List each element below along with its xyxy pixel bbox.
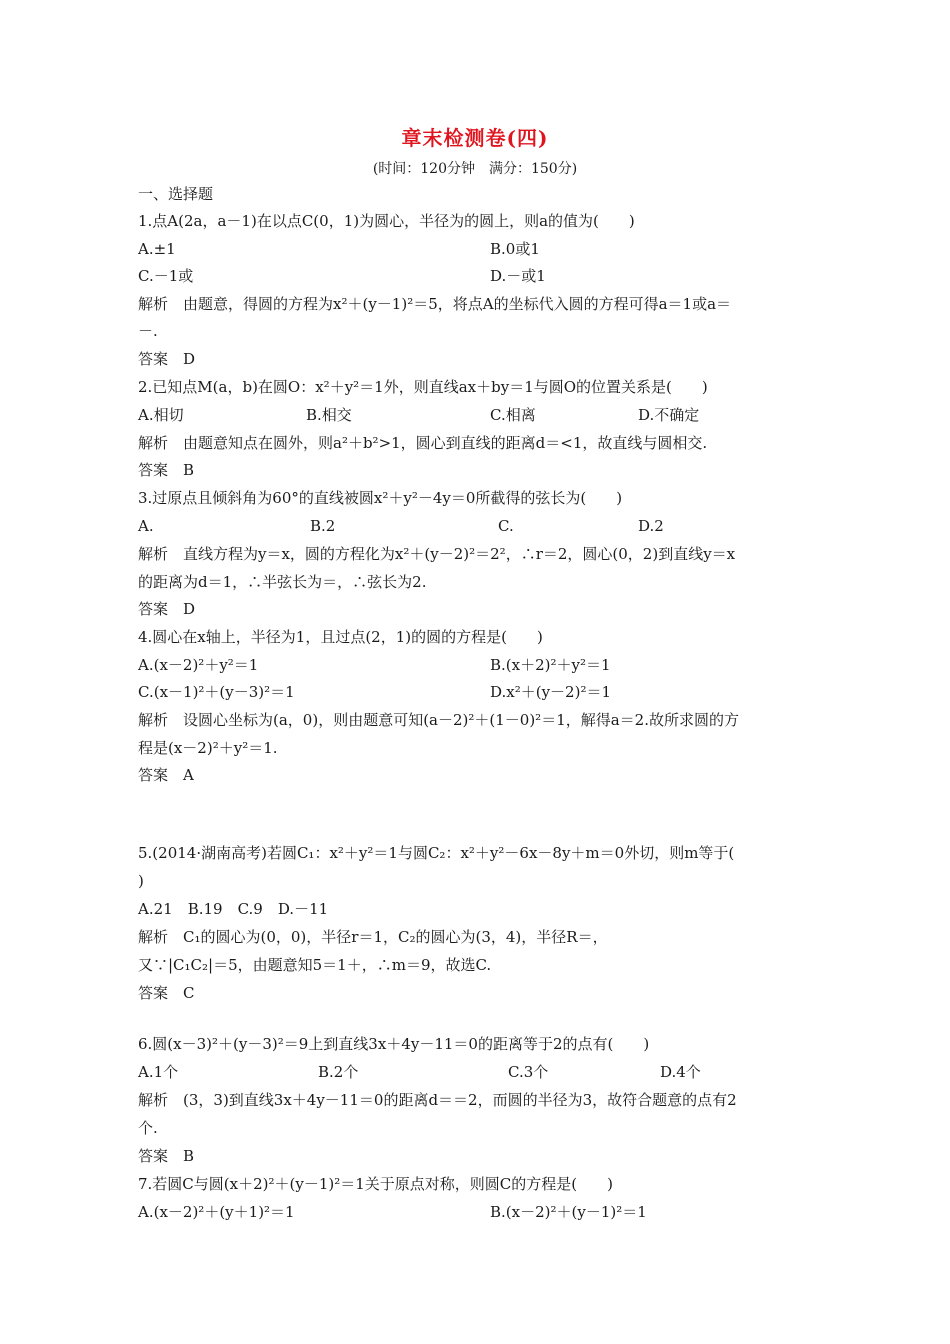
question-2-option-b: B.相交 (306, 406, 352, 424)
exam-info: (时间：120分钟 满分：150分) (372, 161, 578, 177)
section-heading: 一、选择题 (138, 185, 214, 203)
question-1-answer: 答案 D (138, 350, 196, 368)
question-2-option-a: A.相切 (138, 406, 184, 424)
question-5-analysis-cont: 又∵|C₁C₂|＝5，由题意知5＝1＋，∴m＝9，故选C. (138, 956, 492, 974)
question-6-option-c: C.3个 (508, 1063, 549, 1081)
question-4-option-d: D.x²＋(y－2)²＝1 (490, 683, 612, 701)
question-7-option-b: B.(x－2)²＋(y－1)²＝1 (490, 1203, 647, 1221)
question-6-analysis-cont: 个. (138, 1119, 158, 1137)
question-6-stem: 6.圆(x－3)²＋(y－3)²＝9上到直线3x＋4y－11＝0的距离等于2的点有( ) (138, 1035, 650, 1053)
question-1-option-a: A.±1 (138, 240, 176, 258)
question-6-answer: 答案 B (138, 1147, 195, 1165)
question-4-option-a: A.(x－2)²＋y²＝1 (138, 656, 259, 674)
question-5-stem-cont: ) (138, 872, 144, 890)
question-1-option-b: B.0或1 (490, 240, 540, 258)
question-1-stem: 1.点A(2a，a－1)在以点C(0，1)为圆心，半径为的圆上，则a的值为( ) (138, 212, 635, 230)
question-7-option-a: A.(x－2)²＋(y＋1)²＝1 (138, 1203, 295, 1221)
question-3-option-c: C. (498, 517, 514, 535)
question-6-option-d: D.4个 (660, 1063, 701, 1081)
question-1-option-c: C.－1或 (138, 267, 194, 285)
question-4-analysis-cont: 程是(x－2)²＋y²＝1. (138, 739, 278, 757)
page-title: 章末检测卷(四) (401, 126, 549, 150)
question-6-option-a: A.1个 (138, 1063, 179, 1081)
question-3-answer: 答案 D (138, 600, 196, 618)
question-6-option-b: B.2个 (318, 1063, 359, 1081)
question-4-option-c: C.(x－1)²＋(y－3)²＝1 (138, 683, 295, 701)
question-3-stem: 3.过原点且倾斜角为60°的直线被圆x²＋y²－4y＝0所截得的弦长为( ) (138, 489, 623, 507)
question-5-stem: 5.(2014·湖南高考)若圆C₁：x²＋y²＝1与圆C₂：x²＋y²－6x－8y＋m＝0外切，则m等于( (138, 844, 735, 862)
question-4-option-b: B.(x＋2)²＋y²＝1 (490, 656, 611, 674)
question-5-options: A.21 B.19 C.9 D.－11 (138, 900, 329, 918)
question-3-analysis-cont: 的距离为d＝1，∴半弦长为＝，∴弦长为2. (138, 573, 427, 591)
question-2-answer: 答案 B (138, 461, 195, 479)
question-1-option-d: D.－或1 (490, 267, 546, 285)
question-1-analysis: 解析 由题意，得圆的方程为x²＋(y－1)²＝5，将点A的坐标代入圆的方程可得a＝1或a＝ (138, 295, 732, 313)
question-4-answer: 答案 A (138, 766, 194, 784)
question-2-analysis: 解析 由题意知点在圆外，则a²＋b²>1，圆心到直线的距离d＝<1，故直线与圆相交. (138, 434, 708, 452)
question-3-analysis: 解析 直线方程为y＝x，圆的方程化为x²＋(y－2)²＝2²，∴r＝2，圆心(0，2)到直线y＝x (138, 545, 736, 563)
question-5-analysis: 解析 C₁的圆心为(0，0)，半径r＝1，C₂的圆心为(3，4)，半径R＝， (138, 928, 608, 946)
question-3-option-d: D.2 (638, 517, 664, 535)
question-6-analysis: 解析 (3，3)到直线3x＋4y－11＝0的距离d＝＝2，而圆的半径为3，故符合题意的点有2 (138, 1091, 737, 1109)
question-2-stem: 2.已知点M(a，b)在圆O：x²＋y²＝1外，则直线ax＋by＝1与圆O的位置关系是( ) (138, 378, 708, 396)
question-4-analysis: 解析 设圆心坐标为(a，0)，则由题意可知(a－2)²＋(1－0)²＝1，解得a＝2.故所求圆的方 (138, 711, 739, 729)
question-7-stem: 7.若圆C与圆(x＋2)²＋(y－1)²＝1关于原点对称，则圆C的方程是( ) (138, 1175, 613, 1193)
question-5-answer: 答案 C (138, 984, 195, 1002)
question-4-stem: 4.圆心在x轴上，半径为1，且过点(2，1)的圆的方程是( ) (138, 628, 543, 646)
question-2-option-c: C.相离 (490, 406, 536, 424)
question-3-option-a: A. (138, 517, 154, 535)
question-2-option-d: D.不确定 (638, 406, 700, 424)
question-3-option-b: B.2 (310, 517, 336, 535)
question-1-analysis-cont: －. (138, 322, 158, 340)
